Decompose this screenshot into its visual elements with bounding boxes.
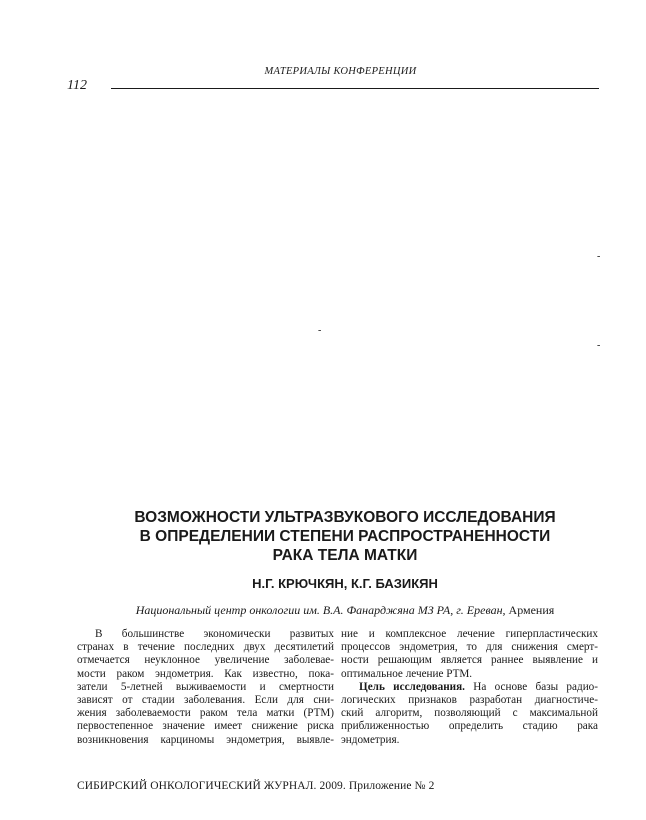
body-line: эндометрия. [341, 733, 400, 746]
body-line: логических признаков разработан диагностиче- [341, 693, 598, 706]
body-line: процессов эндометрия, то для снижения смерт- [341, 641, 598, 654]
body-line: оптимальное лечение РТМ. [341, 667, 473, 680]
body-line: зависят от стадии заболевания. Если для сни- [77, 693, 334, 706]
body-line: приближенностью определить стадию рака [341, 720, 598, 733]
running-head: МАТЕРИАЛЫ КОНФЕРЕНЦИИ [264, 66, 417, 77]
body-line: В большинстве экономически развитых [95, 628, 334, 640]
stray-mark-1: - [597, 251, 601, 262]
body-line: ский алгоритм, позволяющий с максимальной [341, 707, 598, 720]
article-title-line-2: В ОПРЕДЕЛЕНИИ СТЕПЕНИ РАСПРОСТРАНЕННОСТИ [139, 528, 551, 545]
stray-mark-3: - [597, 340, 601, 351]
affiliation-institution: Национальный центр онкологии им. В.А. Фанарджяна МЗ РА, г. Ереван, [135, 603, 506, 617]
body-line: странах в течение последних двух десятилетий [77, 641, 334, 654]
stray-mark-2: - [318, 325, 322, 336]
left-column [77, 628, 334, 747]
header-rule [111, 88, 599, 89]
body-line: жения заболеваемости раком тела матки (РТМ) [77, 707, 334, 720]
goal-line [341, 681, 598, 694]
right-column [341, 628, 598, 747]
goal-label: Цель исследования. [359, 680, 465, 693]
page-number: 112 [67, 78, 87, 93]
affiliation-country: Армения [508, 603, 555, 617]
body-line: ние и комплексное лечение гиперпластических [341, 628, 598, 640]
authors: Н.Г. КРЮЧКЯН, К.Г. БАЗИКЯН [252, 576, 438, 591]
body-line: возникновения карциномы эндометрия, выявле- [77, 733, 334, 746]
article-title-line-3: РАКА ТЕЛА МАТКИ [272, 547, 418, 564]
body-line: затели 5-летней выживаемости и смертности [77, 680, 334, 693]
body-line: отмечается неуклонное увеличение заболевае- [77, 654, 334, 667]
article-title-line-1: ВОЗМОЖНОСТИ УЛЬТРАЗВУКОВОГО ИССЛЕДОВАНИЯ [134, 509, 556, 526]
body-line: первостепенное значение имеет снижение риска [77, 720, 334, 733]
body-line: ности решающим является раннее выявление и [341, 654, 598, 667]
affiliation [60, 603, 630, 618]
body-line: мости раком эндометрия. Как известно, пока- [77, 667, 334, 680]
goal-text: На основе базы радио- [473, 680, 598, 693]
journal-footer: СИБИРСКИЙ ОНКОЛОГИЧЕСКИЙ ЖУРНАЛ. 2009. Приложение № 2 [77, 780, 435, 792]
article-title [60, 508, 630, 565]
